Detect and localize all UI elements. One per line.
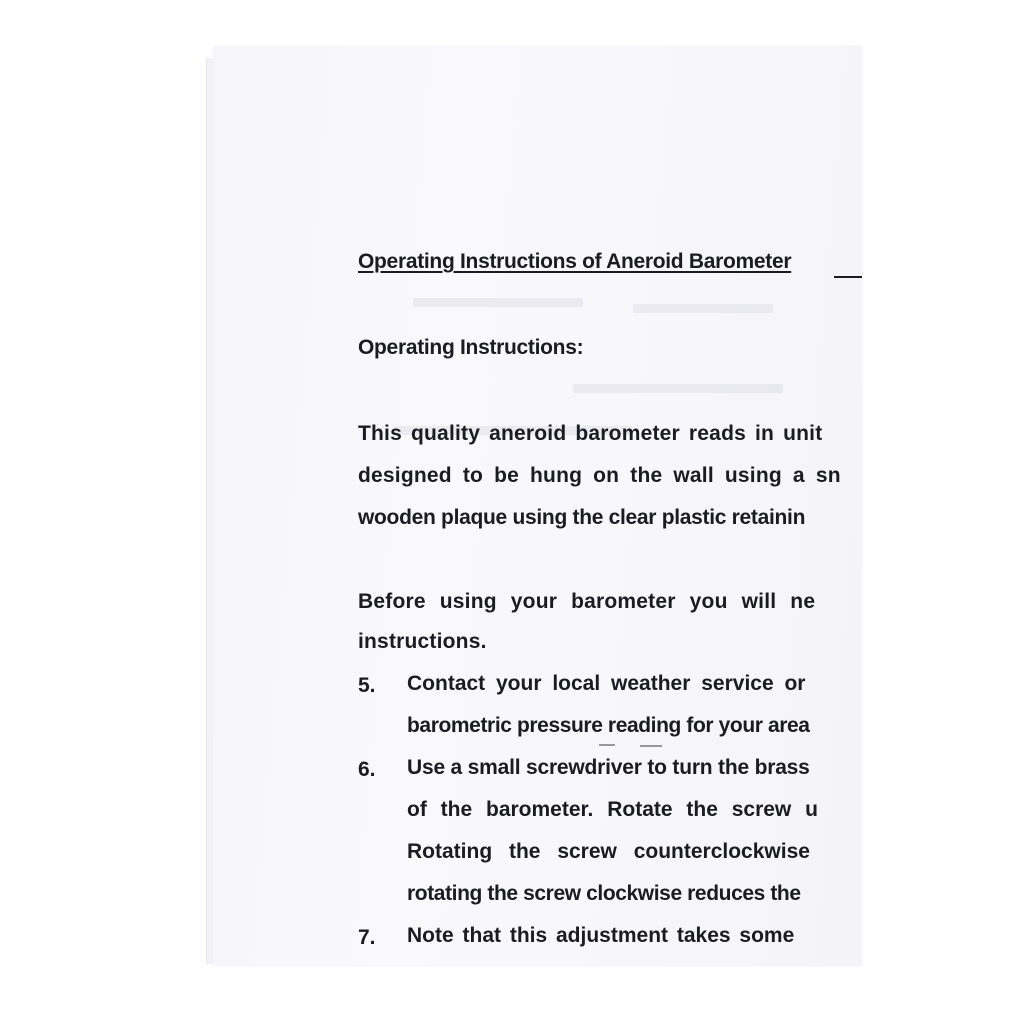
paragraph-line: This quality aneroid barometer reads in unit <box>358 422 823 445</box>
bleed-through-mark <box>633 304 773 313</box>
print-smudge <box>640 745 662 747</box>
document-title: Operating Instructions of Aneroid Barometer <box>358 250 792 273</box>
paragraph-line: Before using your barometer you will ne <box>358 590 816 613</box>
step-number: 5. <box>358 674 376 697</box>
step-number: 7. <box>358 926 376 949</box>
step-number: 6. <box>358 758 376 781</box>
bleed-through-mark <box>413 298 583 307</box>
step-line: Use a small screwdriver to turn the brass <box>407 756 810 779</box>
step-line: rotating the screw clockwise reduces the <box>407 882 801 905</box>
step-line: barometric pressure reading for your area <box>407 714 810 737</box>
paragraph-line: instructions. <box>358 630 487 653</box>
step-line: Note that this adjustment takes some <box>407 924 795 947</box>
section-heading: Operating Instructions: <box>358 336 584 359</box>
step-line: Contact your local weather service or <box>407 672 806 695</box>
paragraph-line: designed to be hung on the wall using a sn <box>358 464 841 487</box>
instruction-sheet <box>213 46 862 966</box>
step-line: of the barometer. Rotate the screw u <box>407 798 818 821</box>
paragraph-line: wooden plaque using the clear plastic retainin <box>358 506 806 529</box>
print-smudge <box>599 744 615 746</box>
title-underline-extension <box>834 276 862 278</box>
step-line: Rotating the screw counterclockwise <box>407 840 810 863</box>
bleed-through-mark <box>573 384 783 393</box>
